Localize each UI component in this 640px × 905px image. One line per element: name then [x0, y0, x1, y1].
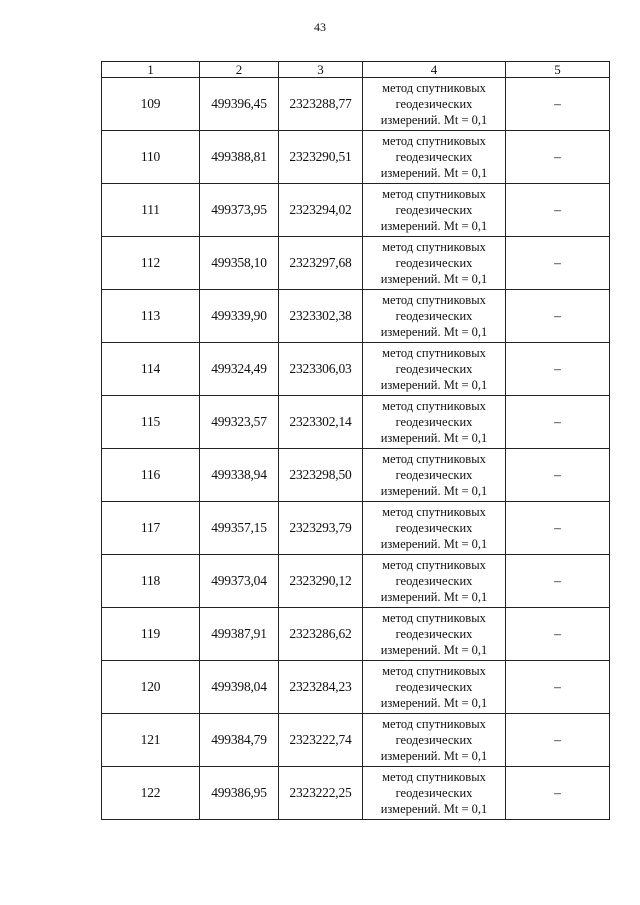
x-coordinate-cell: 499373,95 [200, 184, 279, 237]
note-cell: – [506, 396, 610, 449]
method-cell [363, 767, 506, 820]
method-cell [363, 661, 506, 714]
note-cell: – [506, 449, 610, 502]
note-cell: – [506, 184, 610, 237]
method-text-line: метод спутниковых [382, 81, 486, 95]
point-number-cell: 116 [102, 449, 200, 502]
note-cell: – [506, 343, 610, 396]
table-row [102, 290, 610, 343]
header-row [102, 62, 610, 78]
method-text-line: геодезических [395, 150, 473, 164]
method-text-line: измерений. Mt = 0,1 [380, 484, 488, 498]
x-coordinate-cell: 499358,10 [200, 237, 279, 290]
y-coordinate-cell: 2323302,14 [279, 396, 363, 449]
method-text-line: геодезических [395, 468, 473, 482]
method-text-line: метод спутниковых [382, 187, 486, 201]
note-cell: – [506, 290, 610, 343]
y-coordinate-cell: 2323293,79 [279, 502, 363, 555]
method-text-line: геодезических [395, 627, 473, 641]
column-header: 1 [102, 62, 200, 78]
note-cell: – [506, 78, 610, 131]
method-text-line: измерений. Mt = 0,1 [380, 113, 488, 127]
point-number-cell: 121 [102, 714, 200, 767]
method-cell [363, 608, 506, 661]
page-number: 43 [314, 20, 326, 34]
note-cell: – [506, 661, 610, 714]
method-text-line: измерений. Mt = 0,1 [380, 219, 488, 233]
method-text-line: измерений. Mt = 0,1 [380, 272, 488, 286]
method-text-line: измерений. Mt = 0,1 [380, 696, 488, 710]
method-cell [363, 131, 506, 184]
method-text-line: метод спутниковых [382, 611, 486, 625]
method-text-line: измерений. Mt = 0,1 [380, 431, 488, 445]
point-number-cell: 114 [102, 343, 200, 396]
table-row [102, 714, 610, 767]
table-body [102, 78, 610, 820]
table-row [102, 555, 610, 608]
method-text-line: геодезических [395, 415, 473, 429]
method-cell [363, 396, 506, 449]
table-row [102, 396, 610, 449]
method-text-line: измерений. Mt = 0,1 [380, 537, 488, 551]
y-coordinate-cell: 2323302,38 [279, 290, 363, 343]
y-coordinate-cell: 2323290,12 [279, 555, 363, 608]
y-coordinate-cell: 2323222,25 [279, 767, 363, 820]
table-row [102, 131, 610, 184]
y-coordinate-cell: 2323294,02 [279, 184, 363, 237]
note-cell: – [506, 608, 610, 661]
point-number-cell: 117 [102, 502, 200, 555]
method-cell [363, 343, 506, 396]
method-text-line: измерений. Mt = 0,1 [380, 325, 488, 339]
method-text-line: геодезических [395, 362, 473, 376]
note-cell: – [506, 502, 610, 555]
method-text-line: измерений. Mt = 0,1 [380, 802, 488, 816]
point-number-cell: 119 [102, 608, 200, 661]
column-header: 5 [506, 62, 610, 78]
method-cell [363, 184, 506, 237]
note-cell: – [506, 131, 610, 184]
method-text-line: геодезических [395, 256, 473, 270]
y-coordinate-cell: 2323306,03 [279, 343, 363, 396]
point-number-cell: 113 [102, 290, 200, 343]
column-header: 4 [363, 62, 506, 78]
x-coordinate-cell: 499339,90 [200, 290, 279, 343]
method-text-line: метод спутниковых [382, 346, 486, 360]
method-text-line: геодезических [395, 733, 473, 747]
method-text-line: геодезических [395, 97, 473, 111]
note-cell: – [506, 767, 610, 820]
y-coordinate-cell: 2323298,50 [279, 449, 363, 502]
method-text-line: метод спутниковых [382, 134, 486, 148]
table-row [102, 502, 610, 555]
method-text-line: метод спутниковых [382, 452, 486, 466]
x-coordinate-cell: 499357,15 [200, 502, 279, 555]
x-coordinate-cell: 499388,81 [200, 131, 279, 184]
method-text-line: метод спутниковых [382, 505, 486, 519]
method-text-line: метод спутниковых [382, 293, 486, 307]
y-coordinate-cell: 2323284,23 [279, 661, 363, 714]
method-text-line: метод спутниковых [382, 717, 486, 731]
y-coordinate-cell: 2323222,74 [279, 714, 363, 767]
point-number-cell: 111 [102, 184, 200, 237]
x-coordinate-cell: 499324,49 [200, 343, 279, 396]
method-cell [363, 237, 506, 290]
method-text-line: геодезических [395, 521, 473, 535]
method-text-line: измерений. Mt = 0,1 [380, 590, 488, 604]
method-cell [363, 555, 506, 608]
table-row [102, 661, 610, 714]
x-coordinate-cell: 499387,91 [200, 608, 279, 661]
x-coordinate-cell: 499386,95 [200, 767, 279, 820]
method-cell [363, 78, 506, 131]
table-row [102, 608, 610, 661]
method-cell [363, 714, 506, 767]
table-row [102, 237, 610, 290]
y-coordinate-cell: 2323297,68 [279, 237, 363, 290]
note-cell: – [506, 555, 610, 608]
note-cell: – [506, 714, 610, 767]
x-coordinate-cell: 499396,45 [200, 78, 279, 131]
column-header: 2 [200, 62, 279, 78]
point-number-cell: 115 [102, 396, 200, 449]
point-number-cell: 118 [102, 555, 200, 608]
method-text-line: метод спутниковых [382, 770, 486, 784]
coordinates-table [101, 61, 610, 820]
method-text-line: измерений. Mt = 0,1 [380, 166, 488, 180]
method-text-line: геодезических [395, 786, 473, 800]
table-row [102, 78, 610, 131]
method-cell [363, 290, 506, 343]
point-number-cell: 112 [102, 237, 200, 290]
point-number-cell: 110 [102, 131, 200, 184]
method-text-line: геодезических [395, 203, 473, 217]
method-text-line: измерений. Mt = 0,1 [380, 643, 488, 657]
x-coordinate-cell: 499338,94 [200, 449, 279, 502]
method-cell [363, 502, 506, 555]
table-row [102, 767, 610, 820]
y-coordinate-cell: 2323288,77 [279, 78, 363, 131]
method-text-line: измерений. Mt = 0,1 [380, 378, 488, 392]
method-text-line: геодезических [395, 574, 473, 588]
x-coordinate-cell: 499398,04 [200, 661, 279, 714]
method-text-line: метод спутниковых [382, 240, 486, 254]
point-number-cell: 122 [102, 767, 200, 820]
y-coordinate-cell: 2323290,51 [279, 131, 363, 184]
method-text-line: метод спутниковых [382, 558, 486, 572]
method-text-line: измерений. Mt = 0,1 [380, 749, 488, 763]
x-coordinate-cell: 499373,04 [200, 555, 279, 608]
x-coordinate-cell: 499384,79 [200, 714, 279, 767]
method-text-line: геодезических [395, 680, 473, 694]
method-text-line: метод спутниковых [382, 664, 486, 678]
method-text-line: метод спутниковых [382, 399, 486, 413]
table-row [102, 343, 610, 396]
point-number-cell: 120 [102, 661, 200, 714]
table-row [102, 184, 610, 237]
note-cell: – [506, 237, 610, 290]
x-coordinate-cell: 499323,57 [200, 396, 279, 449]
y-coordinate-cell: 2323286,62 [279, 608, 363, 661]
table-row [102, 449, 610, 502]
method-cell [363, 449, 506, 502]
method-text-line: геодезических [395, 309, 473, 323]
point-number-cell: 109 [102, 78, 200, 131]
column-header: 3 [279, 62, 363, 78]
